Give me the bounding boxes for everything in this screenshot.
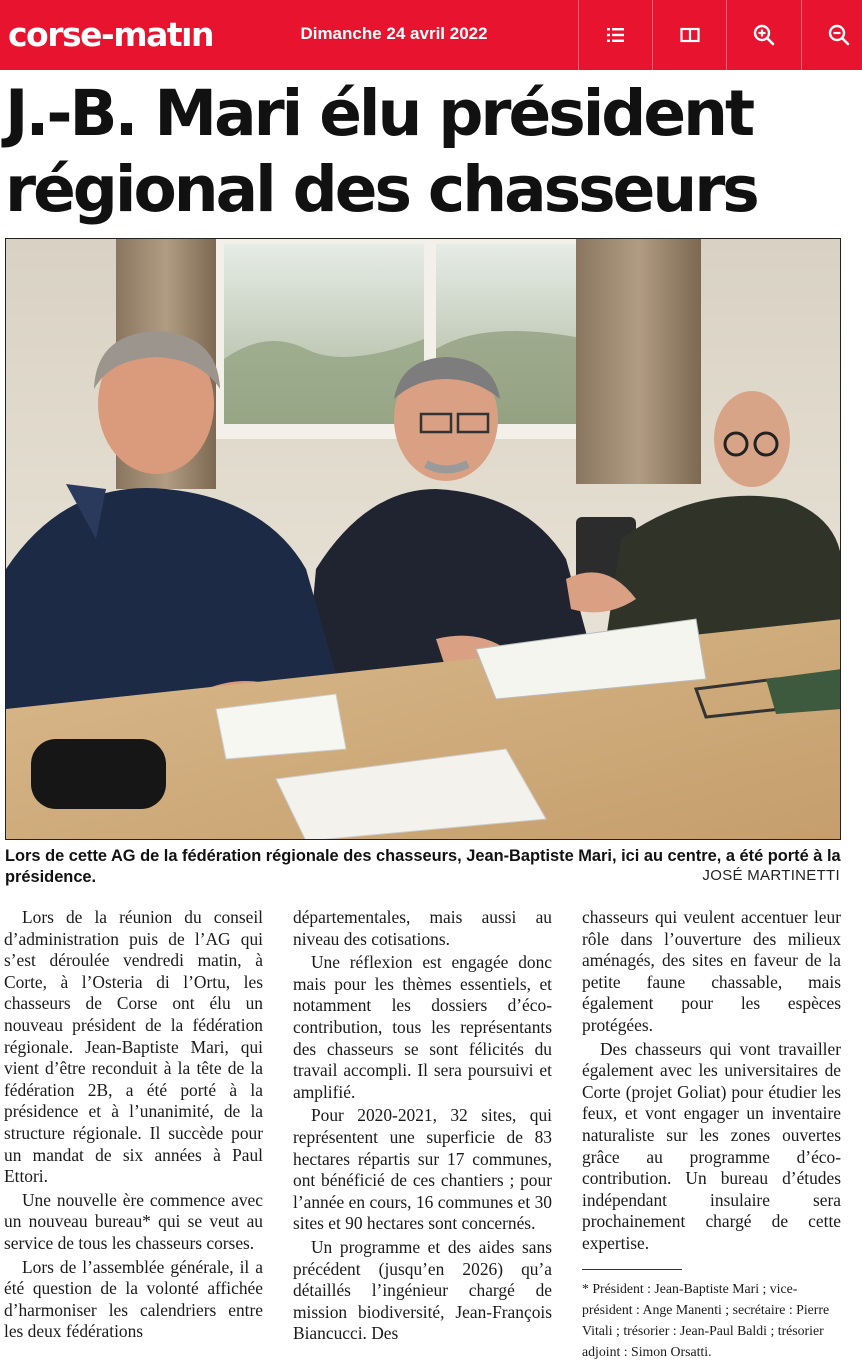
paragraph: chasseurs qui veulent accentuer leur rôle dans l’ouverture des milieux aménagés, des sites en faveur de la petite faune chassable, mais également pour les espèces protégées. bbox=[582, 907, 841, 1035]
paragraph: Un programme et des aides sans précédent (jusqu’en 2026) qu’a détaillés l’ingénieur chargé de mission biodiversité, Jean-François Biancucci. Des bbox=[293, 1236, 552, 1344]
zoom-in-button[interactable] bbox=[726, 0, 801, 70]
book-icon bbox=[680, 27, 700, 43]
paragraph: Lors de l’assemblée générale, il a été question de la volonté affichée d’harmoniser les calendriers entre les deux fédérations bbox=[4, 1256, 263, 1342]
zoom-in-icon bbox=[753, 24, 775, 46]
paragraph: Lors de la réunion du conseil d’administration puis de l’AG qui s’est déroulée vendredi matin, à Corte, à l’Osteria di l’Ortu, les chasseurs de Corse ont élu un nouveau président de la fédération régionale. Jean-Baptiste Mari, qui vient d’être reconduit à la tête de la fédération 2B, a été porté à la présidence et à l’unanimité, de la structure régionale. Il succède pour un mandat de six années à Paul Ettori. bbox=[4, 907, 263, 1187]
corse-matin-logo[interactable]: corse-matın bbox=[8, 15, 213, 54]
list-button[interactable] bbox=[578, 0, 653, 70]
article-column-1 bbox=[4, 907, 263, 1345]
photo-credit: JOSÉ MARTINETTI bbox=[702, 867, 840, 884]
double-page-button[interactable] bbox=[652, 0, 727, 70]
footnote-divider bbox=[582, 1269, 682, 1270]
paragraph: départementales, mais aussi au niveau des cotisations. bbox=[293, 907, 552, 949]
zoom-out-button[interactable] bbox=[801, 0, 862, 70]
list-icon bbox=[606, 26, 626, 44]
article-column-2 bbox=[293, 907, 552, 1347]
zoom-out-icon bbox=[828, 24, 850, 46]
photo-caption: Lors de cette AG de la fédération régionale des chasseurs, Jean-Baptiste Mari, ici au centre, a été porté à la présidence. bbox=[5, 847, 841, 886]
article-headline bbox=[5, 76, 855, 228]
footnote: * Président : Jean-Baptiste Mari ; vice-président : Ange Manenti ; secrétaire : Pierre Vitali ; trésorier : Jean-Paul Baldi ; trésorier adjoint : Simon Orsatti. bbox=[582, 1280, 830, 1359]
headline-line-1: J.-B. Mari élu président bbox=[5, 77, 753, 150]
paragraph: Pour 2020-2021, 32 sites, qui représentent une superficie de 83 hectares répartis sur 17 communes, ont bénéficié de ces chantiers ; pour l’année en cours, 16 communes et 30 sites et 90 hectares sont concernés. bbox=[293, 1105, 552, 1234]
edition-date: Dimanche 24 avril 2022 bbox=[300, 24, 488, 43]
meeting-photo-illustration bbox=[6, 239, 841, 840]
article-column-3 bbox=[582, 907, 841, 1364]
paragraph: Des chasseurs qui vont travailler également avec les universitaires de Corte (projet Goliat) pour étudier les feux, et vont engager un inventaire naturaliste sur les zones ouvertes grâce au programme d’éco-contribution. Un bureau d’études indépendant insulaire sera prochainement chargé de cette expertise. bbox=[582, 1038, 841, 1253]
paragraph: Une nouvelle ère commence avec un nouveau bureau* qui se veut au service de tous les chasseurs corses. bbox=[4, 1189, 263, 1253]
article-photo bbox=[5, 238, 841, 840]
paragraph: Une réflexion est engagée donc mais pour les thèmes essentiels, et notamment les dossiers d’éco-contribution, tous les représentants des chasseurs se sont félicités du travail accompli. Il sera poursuivi et amplifié. bbox=[293, 952, 552, 1102]
top-toolbar bbox=[0, 0, 862, 70]
headline-line-2: régional des chasseurs bbox=[5, 153, 757, 226]
